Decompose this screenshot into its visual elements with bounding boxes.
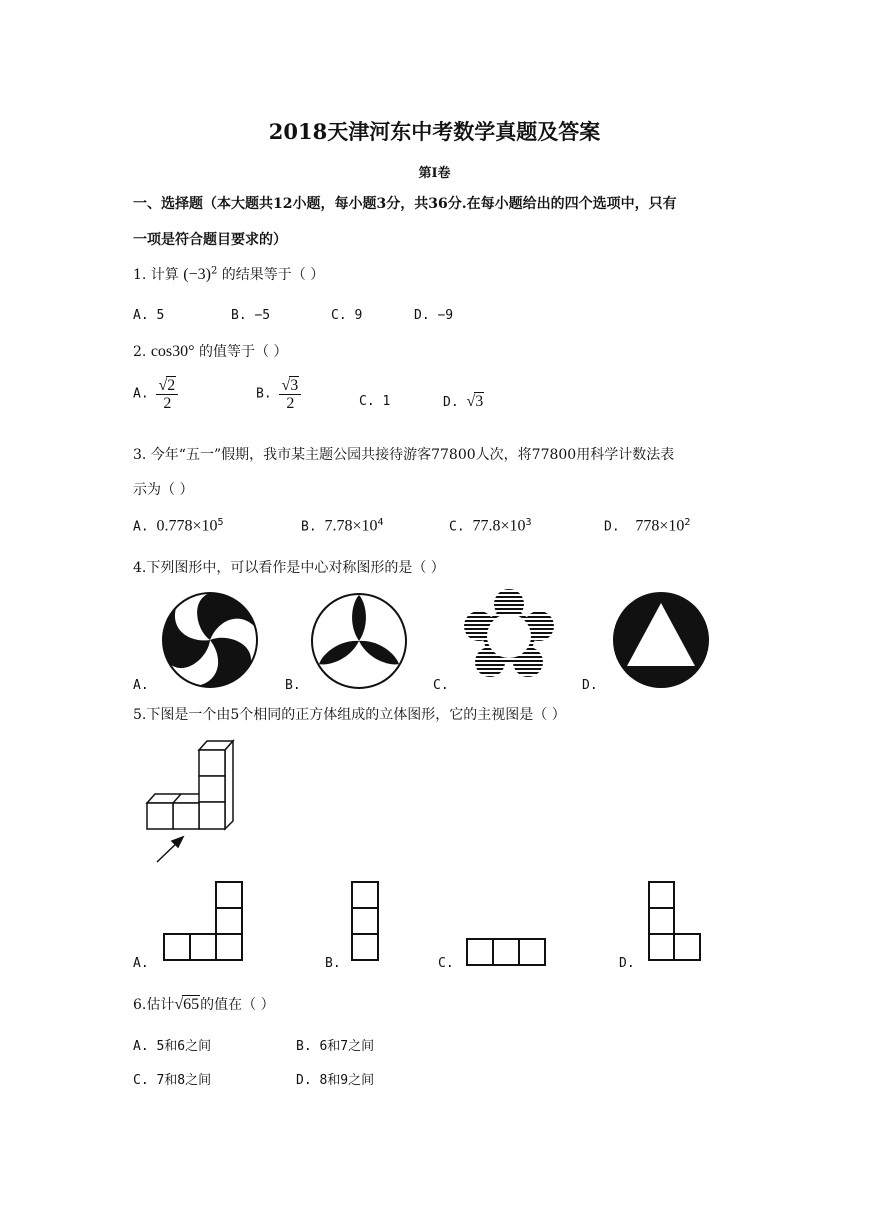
q5-label-a: A. xyxy=(133,956,149,971)
q2-option-b-label: B. xyxy=(256,386,272,402)
q2-option-d-label: D. xyxy=(443,395,459,410)
page-title: 2018天津河东中考数学真题及答案 xyxy=(268,119,601,144)
q2-option-b-num: 3 xyxy=(290,377,299,394)
q2-option-b-den: 2 xyxy=(286,395,295,412)
q3-option-a-value: 0.778×10 xyxy=(156,517,218,535)
q4-label-c: C. xyxy=(433,678,449,693)
q3-option-d-label: D. xyxy=(604,519,620,535)
q6-option-d: D. 8和9之间 xyxy=(296,1073,375,1088)
q3-option-c-value: 77.8×10 xyxy=(472,517,526,535)
question-6-suffix: 的值在（ ） xyxy=(200,997,275,1013)
q2-option-a-fraction: $\frac{√2}{2}$ xyxy=(156,376,178,412)
question-3-line2: 示为（ ） xyxy=(133,482,194,498)
q2-option-a-num: 2 xyxy=(167,377,176,394)
q3-option-a-label: A. xyxy=(133,519,149,535)
q2-option-d-radicand: 3 xyxy=(475,393,484,410)
q2-option-b-fraction: $\frac{√3}{2}$ xyxy=(279,376,301,412)
question-1-expr: (−3) xyxy=(183,266,211,283)
section-heading-line2: 一项是符合题目要求的） xyxy=(133,232,287,248)
q5-option-a-view xyxy=(164,882,242,960)
q6-option-b: B. 6和7之间 xyxy=(296,1039,375,1054)
q5-solid-figure xyxy=(147,741,233,829)
q5-label-c: C. xyxy=(438,956,454,971)
question-2-suffix: 的值等于（ ） xyxy=(199,344,288,360)
question-6-radicand: 65 xyxy=(183,996,200,1013)
q5-label-d: D. xyxy=(619,956,635,971)
q1-option-c: C. 9 xyxy=(331,308,363,323)
q2-option-a-label: A. xyxy=(133,386,149,402)
q5-label-b: B. xyxy=(325,956,341,971)
q1-option-a: A. 5 xyxy=(133,308,165,323)
section-heading-line1: 一、选择题（本大题共12小题，每小题3分，共36分.在每小题给出的四个选项中，只有 xyxy=(133,196,677,212)
q3-option-c-exp: 3 xyxy=(525,517,532,528)
q4-label-a: A. xyxy=(133,678,149,693)
question-1-prefix: 1. 计算 xyxy=(133,267,179,283)
q3-option-a-exp: 5 xyxy=(217,517,224,528)
q4-figure-b-petals xyxy=(312,594,406,688)
question-4: 4.下列图形中，可以看作是中心对称图形的是（ ） xyxy=(133,560,445,576)
q1-option-d: D. −9 xyxy=(414,308,454,323)
question-6: 6.估计√65的值在（ ） xyxy=(133,996,275,1013)
q3-option-b-exp: 4 xyxy=(377,517,384,528)
q4-label-b: B. xyxy=(285,678,301,693)
q3-option-b-value: 7.78×10 xyxy=(324,517,378,535)
question-1-exp: 2 xyxy=(210,265,218,277)
question-5: 5.下图是一个由5个相同的正方体组成的立体图形，它的主视图是（ ） xyxy=(133,707,566,723)
question-2-expr: cos30° xyxy=(150,343,195,360)
q1-option-b: B. −5 xyxy=(231,308,271,323)
q2-option-c: C. 1 xyxy=(359,394,391,409)
question-3-line1: 3. 今年“五一”假期，我市某主题公园共接待游客77800人次，将77800用科学计数法表 xyxy=(133,447,675,463)
q6-option-c: C. 7和8之间 xyxy=(133,1073,212,1088)
question-2-prefix: 2. xyxy=(133,344,147,360)
q3-option-d-exp: 2 xyxy=(684,517,691,528)
q5-option-c-view xyxy=(467,939,545,965)
q3-option-d-value: 778×10 xyxy=(635,517,685,535)
q2-option-d: D. √3 xyxy=(443,393,484,410)
q5-option-b-view xyxy=(352,882,378,960)
volume-label: 第Ⅰ卷 xyxy=(418,166,451,181)
question-6-prefix: 6.估计 xyxy=(133,997,175,1013)
q3-option-c-label: C. xyxy=(449,519,465,535)
q4-label-d: D. xyxy=(582,678,598,693)
q6-option-a: A. 5和6之间 xyxy=(133,1039,212,1054)
question-1-suffix: 的结果等于（ ） xyxy=(221,267,325,283)
q3-option-b-label: B. xyxy=(301,519,317,535)
q4-figure-d-triangle xyxy=(613,592,709,688)
q2-option-a-den: 2 xyxy=(163,395,172,412)
q4-figure-c-flower xyxy=(464,589,554,677)
q4-figure-a-swirl xyxy=(146,593,257,703)
q5-option-d-view xyxy=(649,882,700,960)
q5-view-arrow xyxy=(157,837,183,862)
